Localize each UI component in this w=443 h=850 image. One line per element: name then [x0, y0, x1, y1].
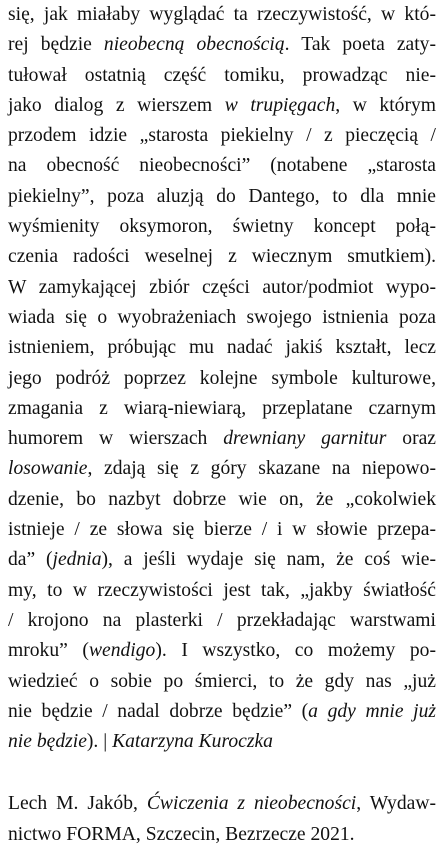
review-text: mroku” ( [8, 640, 89, 662]
review-text: / krojono na plasterki / przekładając warstwami [8, 609, 436, 631]
review-line [8, 394, 436, 424]
citation-line [8, 820, 436, 850]
review-line [8, 303, 436, 333]
review-italic-text: jednia [52, 549, 102, 571]
review-text: istnieje / ze słowa się bierze / i w słowie przepa- [8, 519, 436, 541]
review-line [8, 182, 436, 212]
review-line [8, 242, 436, 272]
review-line [8, 364, 436, 394]
citation-text: nictwo FORMA, Szczecin, Bezrzecze 2021. [8, 823, 355, 845]
review-line [8, 212, 436, 242]
review-text: nie będzie / nadal dobrze będzie” ( [8, 700, 309, 722]
review-line [8, 545, 436, 575]
review-text: przodem idzie „starosta piekielny / z pieczęcią / [8, 125, 436, 147]
review-text: czenia radości weselnej z wiecznym smutkiem). [8, 246, 436, 268]
citation-text: Lech M. Jakób, [8, 793, 147, 815]
review-italic-text: w trupięgach [224, 94, 336, 116]
review-text: ). | [86, 731, 113, 753]
review-italic-text: losowanie [8, 458, 88, 480]
review-text: jego podróż poprzez kolejne symbole kulturowe, [8, 367, 436, 389]
review-text: ), a jeśli wydaje się nam, że coś wie- [101, 549, 437, 571]
review-line [8, 485, 436, 515]
review-text: wyśmienity oksymoron, świetny koncept połą- [8, 216, 436, 238]
review-italic-text: nie będzie [8, 731, 87, 753]
review-text: się, jak miałaby wyglądać ta rzeczywistość, w któ- [8, 4, 436, 25]
review-text: wiada się o wyobrażeniach swojego istnienia poza [8, 306, 436, 328]
review-text: humorem w wierszach [8, 428, 224, 450]
review-italic-text: drewniany garnitur [223, 428, 387, 450]
book-citation [8, 789, 436, 850]
review-text: wiedzieć o sobie po śmierci, to że gdy nas „już [8, 670, 436, 692]
review-italic-text: Katarzyna Kuroczka [112, 731, 273, 753]
review-text: da” ( [8, 549, 53, 571]
review-text: zmagania z wiarą-niewiarą, przeplatane czarnym [8, 397, 436, 419]
citation-line [8, 789, 436, 819]
review-text: piekielny”, poza aluzją do Dantego, to dla mnie [8, 185, 436, 207]
review-text: rej będzie [8, 34, 104, 56]
review-line [8, 121, 436, 151]
review-line [8, 333, 436, 363]
review-line [8, 61, 436, 91]
review-text: my, to w rzeczywistości jest tak, „jakby światłość [8, 579, 436, 601]
review-text: , zdają się z góry skazane na niepowo- [87, 458, 436, 480]
review-line [8, 606, 436, 636]
citation-italic-text: Ćwiczenia z nieobecności [146, 793, 357, 815]
article-text [8, 0, 436, 850]
review-line [8, 424, 436, 454]
review-text: W zamykającej zbiór części autor/podmiot wypo- [8, 276, 436, 298]
citation-text: , Wydaw- [356, 793, 436, 815]
review-line [8, 515, 436, 545]
review-text: oraz [386, 428, 436, 450]
review-line [8, 30, 436, 60]
review-text: na obecność nieobecności” (notabene „starosta [8, 155, 436, 177]
review-italic-text: nieobecną obecnością [103, 34, 285, 56]
review-text: tułował ostatnią część tomiku, prowadząc nie- [8, 64, 436, 86]
review-text: jako dialog z wierszem [8, 94, 225, 116]
review-text: dzenie, bo nazbyt dobrze wie on, że „cokolwiek [8, 488, 436, 510]
review-line [8, 667, 436, 697]
review-line [8, 727, 436, 757]
review-text: istnieniem, próbując mu nadać jakiś kształt, lecz [8, 337, 436, 359]
review-text: . Tak poeta zaty- [284, 34, 437, 56]
review-italic-text: wendigo [88, 640, 156, 662]
review-line [8, 636, 436, 666]
review-body [8, 0, 436, 757]
review-line [8, 151, 436, 181]
review-line [8, 0, 436, 30]
review-text: ). I wszystko, co możemy po- [155, 640, 436, 662]
section-gap [8, 757, 436, 789]
review-text: , w którym [335, 94, 437, 116]
review-line [8, 273, 436, 303]
review-italic-text: a gdy mnie już [308, 700, 436, 722]
review-line [8, 454, 436, 484]
review-line [8, 576, 436, 606]
review-line [8, 91, 436, 121]
review-line [8, 697, 436, 727]
